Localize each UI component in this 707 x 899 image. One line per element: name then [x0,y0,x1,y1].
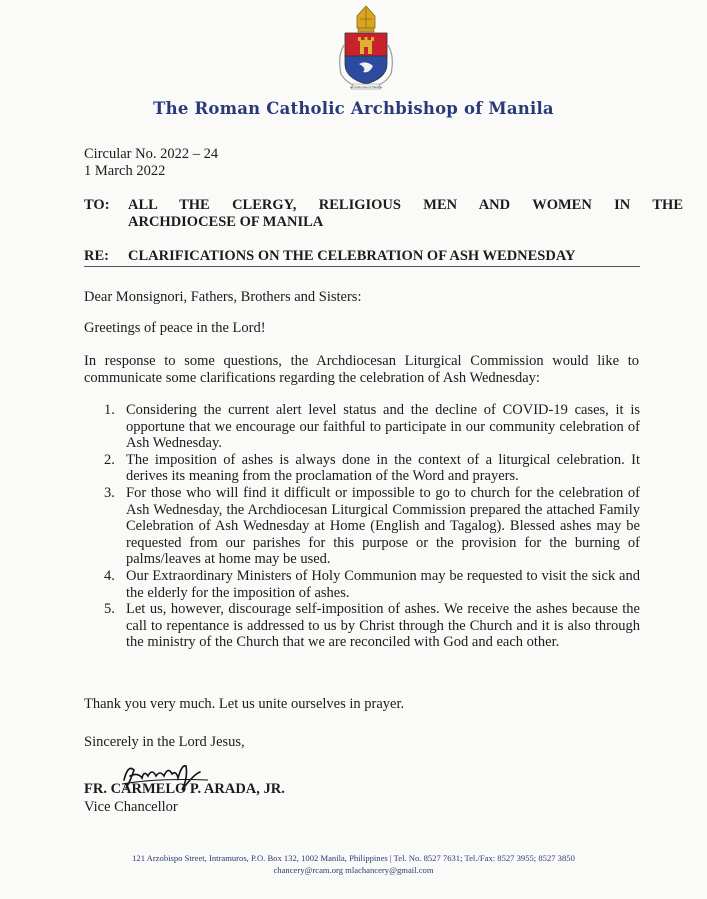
signer-name: FR. CARMELO P. ARADA, JR. [84,781,285,797]
crest-scroll: Archdiocese of Manila [350,85,382,89]
list-item-text: The imposition of ashes is always done in the context of a liturgical celebration. It derives its meaning from the proclamation of the Word and prayers. [126,451,640,485]
list-item: 3. For those who will find it difficult or impossible to go to church for the celebration of Ash Wednesday, the Archdiocesan Liturgical Commission prepared the attached Family Celebration of Ash Wednesday at Home (English and Tagalog). Blessed ashes may be requested from our parishes for this purpose or the provision for the burning of palms/leaves at home may be used. [104,484,640,568]
intro-paragraph: In response to some questions, the Archdiocesan Liturgical Commission would like to communicate some clarifications regarding the celebration of Ash Wednesday: [84,353,639,386]
to-recipients: ALL THE CLERGY, RELIGIOUS MEN AND WOMEN IN THE [128,197,683,213]
letterhead-title: The Roman Catholic Archbishop of Manila [153,99,554,118]
archdiocese-crest-icon [329,4,403,90]
footer-email: chancery@rcam.org mlachancery@gmail.com [273,865,434,875]
greeting: Greetings of peace in the Lord! [84,320,266,336]
list-item-text: Considering the current alert level status and the decline of COVID-19 cases, it is opportune that we encourage our faithful to participate in our community celebration of Ash Wednesday. [126,402,640,452]
circular-meta [84,146,218,180]
list-item-text: Our Extraordinary Ministers of Holy Communion may be requested to visit the sick and the elderly for the imposition of ashes. [126,567,640,601]
circular-number: Circular No. 2022 – 24 [84,146,219,162]
list-item-text: Let us, however, discourage self-imposition of ashes. We receive the ashes because the call to repentance is addressed to us by Christ through the Church and it is also through the ministry of the Church that we are reconciled with God and each other. [126,601,640,651]
list-item-text: For those who will find it difficult or impossible to go to church for the celebration of Ash Wednesday, the Archdiocesan Liturgical Commission prepared the attached Family Celebration of Ash Wednesday at Home (English and Tagalog). Blessed ashes may be requested from our parishes for this purpose or the provision for the burning of palms/leaves at home may be used. [126,484,640,568]
list-item: 1. Considering the current alert level status and the decline of COVID-19 cases, it is opportune that we encourage our faithful to participate in our community celebration of Ash Wednesday. [104,402,640,452]
closing-line: Thank you very much. Let us unite ourselves in prayer. [84,696,405,712]
re-label: RE: [84,248,109,264]
to-recipients-line2: ARCHDIOCESE OF MANILA [128,214,324,230]
list-item: 5. Let us, however, discourage self-imposition of ashes. We receive the ashes because the call to repentance is addressed to us by Christ through the Church and it is also through the ministry of the Church that we are reconciled with God and each other. [104,601,640,651]
sign-off: Sincerely in the Lord Jesus, [84,734,245,750]
re-subject: CLARIFICATIONS ON THE CELEBRATION OF ASH WEDNESDAY [128,248,576,264]
signer-title: Vice Chancellor [84,799,178,815]
subject-divider [84,266,640,267]
list-item: 4. Our Extraordinary Ministers of Holy Communion may be requested to visit the sick and the elderly for the imposition of ashes. [104,567,640,601]
footer-contact [0,852,707,876]
to-label: TO: [84,197,110,213]
clarification-list [104,402,640,651]
footer-address: 121 Arzobispo Street, Intramuros, P.O. Box 132, 1002 Manila, Philippines | Tel. No. 8527 7631; Tel./Fax: 8527 3955; 8527 3850 [132,853,575,863]
circular-date: 1 March 2022 [84,163,166,179]
list-item: 2. The imposition of ashes is always done in the context of a liturgical celebration. It derives its meaning from the proclamation of the Word and prayers. [104,451,640,485]
salutation: Dear Monsignori, Fathers, Brothers and Sisters: [84,289,362,305]
